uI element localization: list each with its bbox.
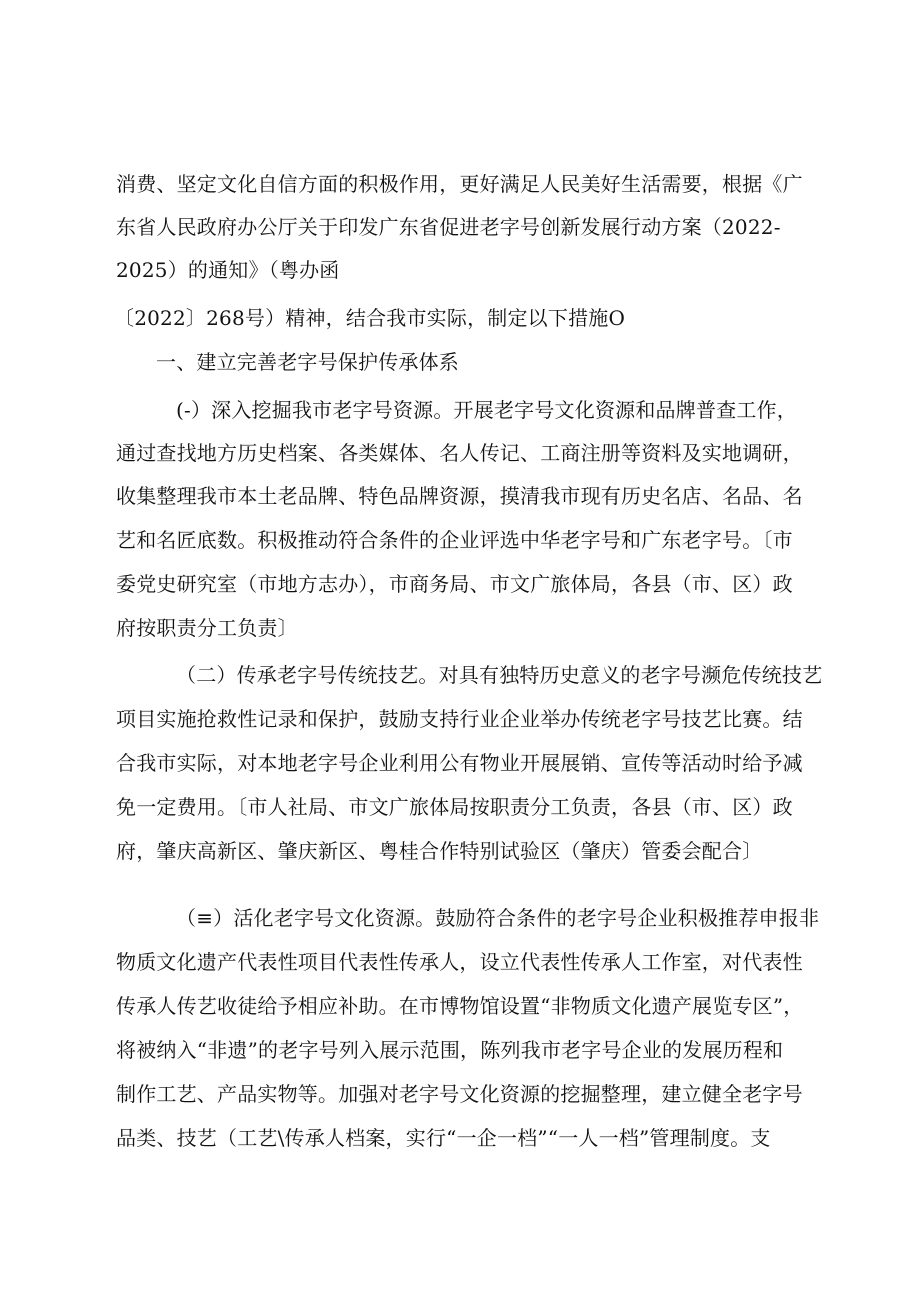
paragraph-line: (-）深入挖掘我市老字号资源。开展老字号文化资源和品牌普查工作，: [176, 398, 797, 422]
paragraph-line: 将被纳入“非遗”的老字号列入展示范围，陈列我市老字号企业的发展历程和: [116, 1038, 784, 1062]
paragraph-line: 府按职责分工负责〕: [116, 616, 298, 640]
paragraph-line: 通过查找地方历史档案、各类媒体、名人传记、工商注册等资料及实地调研，: [116, 441, 803, 465]
paragraph-line: （二）传承老字号传统技艺。对具有独特历史意义的老字号濒危传统技艺: [176, 663, 823, 687]
paragraph-line: （≡）活化老字号文化资源。鼓励符合条件的老字号企业积极推荐申报非: [176, 906, 820, 930]
paragraph-line: 合我市实际，对本地老字号企业利用公有物业开展展销、宣传等活动时给予减: [116, 751, 803, 775]
paragraph-line: 物质文化遗产代表性项目代表性传承人，设立代表性传承人工作室，对代表性: [116, 950, 803, 974]
paragraph-line: 府，肇庆高新区、肇庆新区、粤桂合作特别试验区（肇庆）管委会配合〕: [116, 839, 763, 863]
paragraph-line: 品类、技艺（工艺\传承人档案，实行“一企一档”“一人一档”管理制度。支: [116, 1126, 771, 1150]
paragraph-line: 2025）的通知》（粤办函: [116, 258, 340, 282]
paragraph-line: 传承人传艺收徒给予相应补助。在市博物馆设置“非物质文化遗产展览专区”，: [116, 994, 804, 1018]
paragraph-line: 消费、坚定文化自信方面的积极作用，更好满足人民美好生活需要，根据《广: [116, 172, 803, 196]
paragraph-line: 免一定费用。〔市人社局、市文广旅体局按职责分工负责，各县（市、区）政: [116, 795, 793, 819]
paragraph-line: 项目实施抢救性记录和保护，鼓励支持行业企业举办传统老字号技艺比赛。结: [116, 707, 803, 731]
paragraph-line: 委党史研究室（市地方志办），市商务局、市文广旅体局，各县（市、区）政: [116, 572, 793, 596]
section-heading: 一、建立完善老字号保护传承体系: [156, 350, 459, 374]
paragraph-line: 艺和名匠底数。积极推动符合条件的企业评选中华老字号和广东老字号。〔市: [116, 528, 793, 552]
paragraph-line: 制作工艺、产品实物等。加强对老字号文化资源的挖掘整理，建立健全老字号: [116, 1082, 803, 1106]
paragraph-line: 东省人民政府办公厅关于印发广东省促进老字号创新发展行动方案（2022-: [116, 215, 781, 239]
paragraph-line: 〔2022〕268号）精神，结合我市实际，制定以下措施O: [114, 306, 626, 330]
paragraph-line: 收集整理我市本土老品牌、特色品牌资源，摸清我市现有历史名店、名品、名: [116, 484, 803, 508]
